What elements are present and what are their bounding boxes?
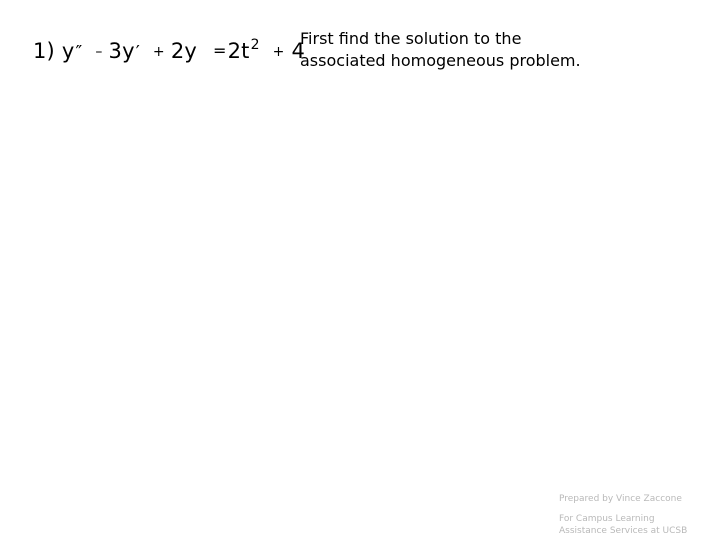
equation-term-3y: 3y bbox=[108, 39, 135, 63]
credit-org-line-2: Assistance Services at UCSB bbox=[559, 526, 688, 536]
equation-term-2y: 2y bbox=[170, 39, 198, 63]
credit-author: Prepared by Vince Zaccone bbox=[559, 494, 682, 504]
plus-operator: + bbox=[152, 44, 165, 60]
problem-number: 1) bbox=[33, 39, 55, 63]
instruction-line-1: First find the solution to the bbox=[300, 29, 522, 48]
plus-operator-2: + bbox=[272, 44, 285, 60]
prime-mark: ′ bbox=[135, 42, 141, 63]
equation-term-y: y bbox=[61, 39, 75, 63]
double-prime-mark: ″ bbox=[75, 42, 83, 63]
instruction-line-2: associated homogeneous problem. bbox=[300, 51, 581, 70]
credit-footer bbox=[559, 493, 687, 537]
credit-spacer bbox=[559, 505, 687, 513]
exponent: 2 bbox=[250, 37, 260, 53]
equation-term-2t: 2t bbox=[227, 39, 250, 63]
minus-operator: – bbox=[95, 44, 103, 60]
differential-equation bbox=[33, 36, 305, 68]
credit-org-line-1: For Campus Learning bbox=[559, 514, 655, 524]
equation-term-4: 4 bbox=[291, 39, 306, 63]
equals-sign: = bbox=[212, 41, 227, 60]
instruction-text bbox=[300, 28, 660, 72]
